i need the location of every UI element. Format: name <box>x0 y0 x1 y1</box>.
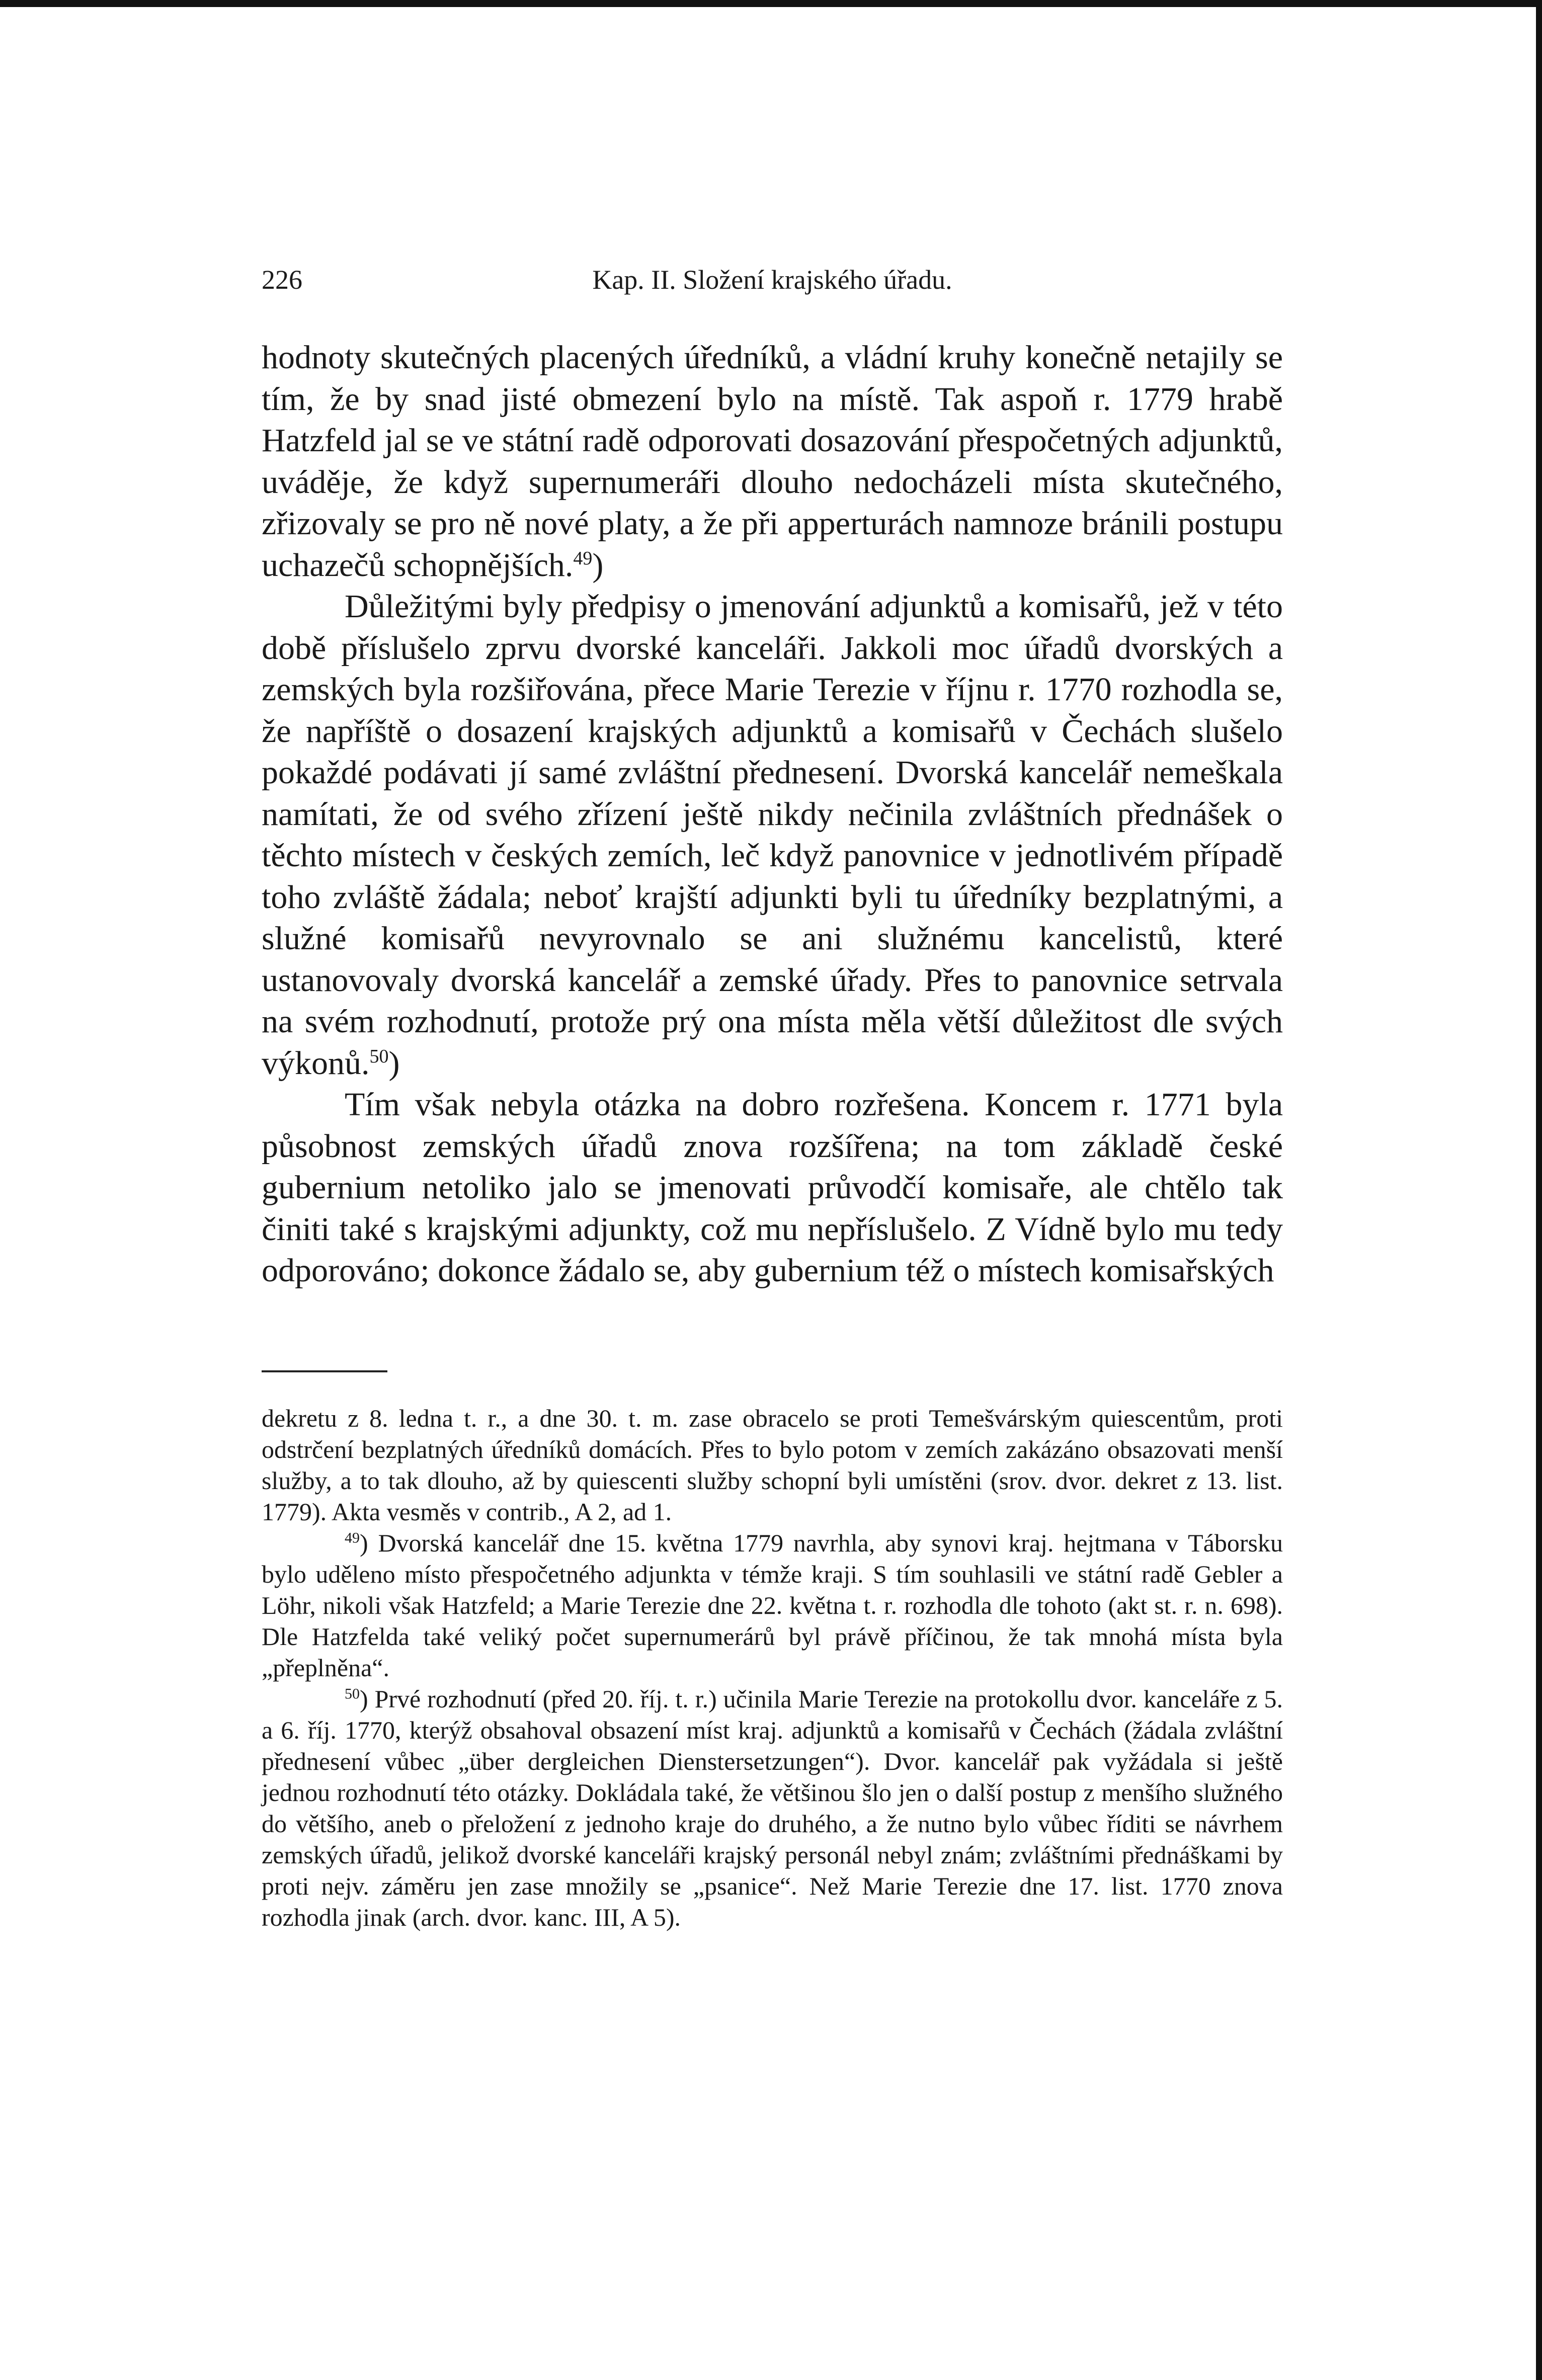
main-text <box>262 337 1283 1292</box>
footnote-49-number: 49 <box>345 1529 360 1546</box>
scan-edge-right <box>1536 0 1542 2380</box>
footnote-50 <box>262 1683 1283 1933</box>
paragraph-2 <box>262 586 1283 1084</box>
paragraph-2-text: Důležitými byly předpisy o jmenování adjunktů a komisařů, jež v této době příslušelo zprvu dvorské kanceláři. Jakkoli moc úřadů dvorských a zemských byla rozšiřována, přece Marie Terezie v říjnu r. 1770 rozhodla se, že napříště o dosazení krajských adjunktů a komisařů v Čechách slušelo pokaždé podávati jí samé zvláštní přednesení. Dvorská kancelář nemeškala namítati, že od svého zřízení ještě nikdy nečinila zvláštních přednášek o těchto místech v českých zemích, leč když panovnice v jednotlivém případě toho zvláště žádala; neboť krajští adjunkti byli tu úředníky bezplatnými, a služné komisařů nevyrovnalo se ani služnému kancelistů, které ustanovovaly dvorská kancelář a zemské úřady. Přes to panovnice setrvala na svém rozhodnutí, protože prý ona místa měla větší důležitost dle svých výkonů. <box>262 588 1283 1082</box>
footnote-50-text: ) Prvé rozhodnutí (před 20. říj. t. r.) učinila Marie Terezie na protokollu dvor. kanceláře z 5. a 6. říj. 1770, kterýž obsahoval obsazení míst kraj. adjunktů a komisařů v Čechách (žádala zvláštní přednesení vůbec „über dergleichen Dienstersetzungen“). Dvor. kancelář pak vyžádala si ještě jednou rozhodnutí této otázky. Dokládala také, že většinou šlo jen o další postup z menšího služného do většího, aneb o přeložení z jednoho kraje do druhého, a že nutno bylo vůbec říditi se návrhem zemských úřadů, jelikož dvorské kanceláři krajský personál nebyl znám; zvláštními přednáškami by proti nejv. záměru jen zase množily se „psanice“. Než Marie Terezie dne 17. list. 1770 znova rozhodla jinak (arch. dvor. kanc. III, A 5). <box>262 1685 1283 1931</box>
footnote-divider <box>262 1370 387 1372</box>
footnote-49-text: ) Dvorská kancelář dne 15. května 1779 navrhla, aby synovi kraj. hejtmana v Táborsku bylo uděleno místo přespočetného adjunkta v témže kraji. S tím souhlasili ve státní radě Gebler a Löhr, nikoli však Hatzfeld; a Marie Terezie dne 22. května t. r. rozhodla dle tohoto (akt st. r. n. 698). Dle Hatzfelda také veliký počet supernumerárů byl právě příčinou, že tak mnohá místa byla „přeplněna“. <box>262 1529 1283 1682</box>
footnote-50-number: 50 <box>345 1685 360 1702</box>
paragraph-1-text: hodnoty skutečných placených úředníků, a vládní kruhy konečně netajily se tím, že by snad jisté obmezení bylo na místě. Tak aspoň r. 1779 hrabě Hatzfeld jal se ve státní radě odporovati dosazování přespočetných adjunktů, uváděje, že když supernumeráři dlouho nedocházeli místa skutečného, zřizovaly se pro ně nové platy, a že při apperturách namnoze bránili postupu uchazečů schopnějších. <box>262 339 1283 584</box>
footnotes <box>262 1403 1283 1933</box>
footnote-ref-49: 49 <box>573 547 593 569</box>
footnote-49 <box>262 1527 1283 1683</box>
paragraph-3 <box>262 1084 1283 1292</box>
paragraph-1 <box>262 337 1283 586</box>
paragraph-3-text: Tím však nebyla otázka na dobro rozřešena. Koncem r. 1771 byla působnost zemských úřadů znova rozšířena; na tom základě české gubernium netoliko jalo se jmenovati průvodčí komisaře, ale chtělo tak činiti také s krajskými adjunkty, což mu nepříslušelo. Z Vídně bylo mu tedy odporováno; dokonce žádalo se, aby gubernium též o místech komisařských <box>262 1086 1283 1289</box>
footnote-ref-50: 50 <box>369 1045 389 1067</box>
page-header <box>262 264 1283 299</box>
footnote-continuation: dekretu z 8. ledna t. r., a dne 30. t. m. zase obracelo se proti Temešvárským quiescentům, proti odstrčení bezplatných úředníků domácích. Přes to bylo potom v zemích zakázáno obsazovati menší služby, a to tak dlouho, až by quiescenti služby schopní byli umístěni (srov. dvor. dekret z 13. list. 1779). Akta vesměs v contrib., A 2, ad 1. <box>262 1404 1283 1526</box>
paragraph-2-close: ) <box>388 1044 400 1082</box>
scan-edge-top <box>0 0 1542 7</box>
page-number: 226 <box>262 265 302 295</box>
paragraph-1-close: ) <box>592 546 604 584</box>
running-head: Kap. II. Složení krajského úřadu. <box>592 265 952 295</box>
